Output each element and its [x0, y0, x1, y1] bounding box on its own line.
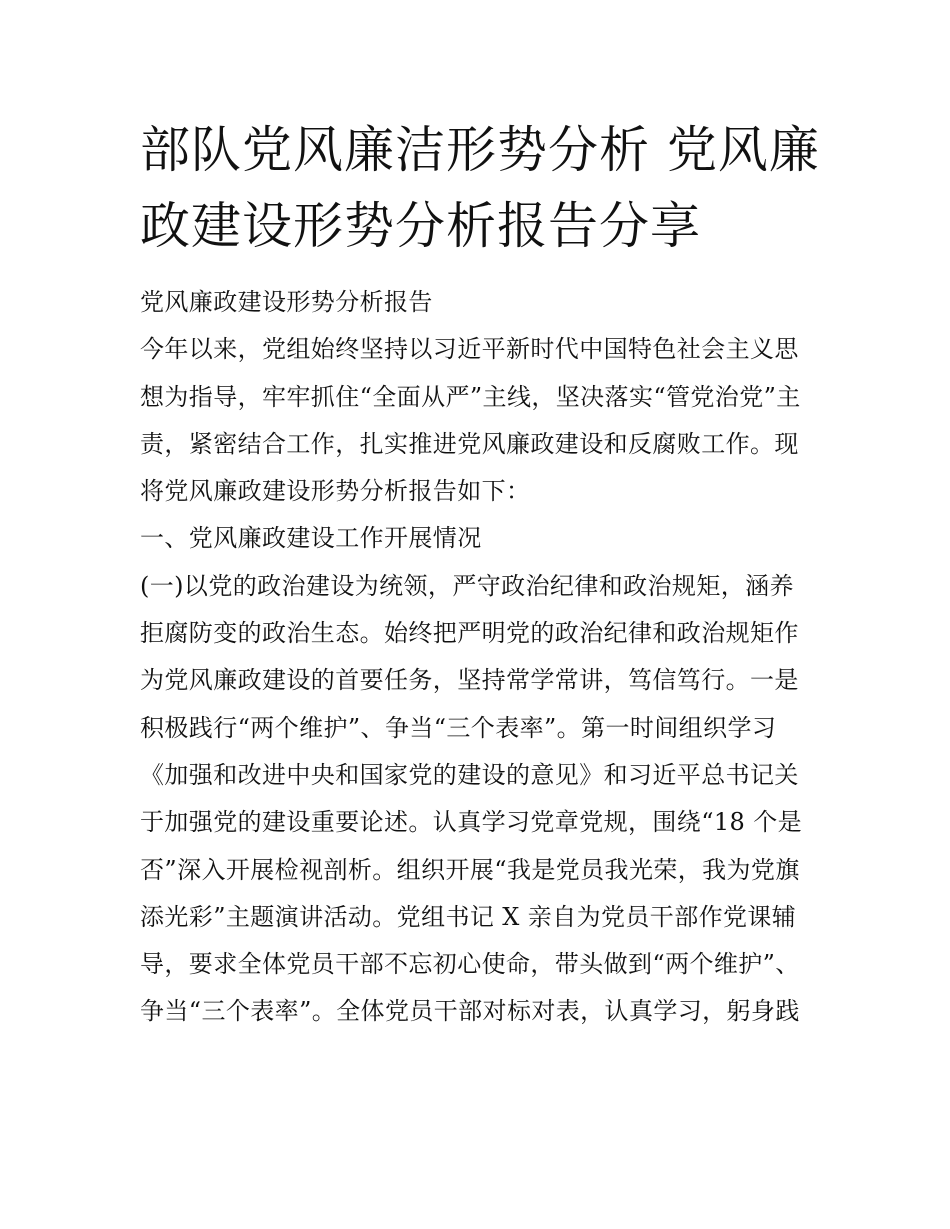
paragraph-line: 《加强和改进中央和国家党的建设的意见》和习近平总书记关: [140, 760, 799, 789]
paragraph-line: 拒腐防变的政治生态。始终把严明党的政治纪律和政治规矩作: [140, 619, 799, 648]
paragraph-line: 为党风廉政建设的首要任务，坚持常学常讲，笃信笃行。一是: [140, 666, 799, 695]
paragraph-line: 否”深入开展检视剖析。组织开展“我是党员我光荣，我为党旗: [140, 855, 800, 884]
paragraph-line: 于加强党的建设重要论述。认真学习党章党规，围绕“18 个是: [140, 808, 803, 837]
title-line-2: 政建设形势分析报告分享: [140, 197, 701, 255]
title-line-1: 部队党风廉洁形势分析 党风廉: [140, 121, 820, 179]
document-body: [140, 279, 820, 1036]
paragraph-line: 将党风廉政建设形势分析报告如下：: [140, 477, 531, 506]
document-title: [140, 112, 820, 264]
paragraph-line: 导，要求全体党员干部不忘初心使命，带头做到“两个维护”、: [140, 950, 800, 979]
paragraph-line: 争当“三个表率”。全体党员干部对标对表，认真学习，躬身践: [140, 997, 800, 1026]
paragraph-line: 添光彩”主题演讲活动。党组书记 X 亲自为党员干部作党课辅: [140, 902, 797, 931]
paragraph-line: 想为指导，牢牢抓住“全面从严”主线，坚决落实“管党治党”主: [140, 382, 801, 411]
paragraph-line: (一)以党的政治建设为统领，严守政治纪律和政治规矩，涵养: [140, 571, 794, 600]
paragraph-line: 积极践行“两个维护”、争当“三个表率”。第一时间组织学习: [140, 713, 777, 742]
paragraph-line: 责，紧密结合工作，扎实推进党风廉政建设和反腐败工作。现: [140, 429, 799, 458]
paragraph-line: 今年以来，党组始终坚持以习近平新时代中国特色社会主义思: [140, 335, 799, 364]
section-heading: 一、党风廉政建设工作开展情况: [140, 524, 482, 553]
subtitle: 党风廉政建设形势分析报告: [140, 288, 433, 316]
